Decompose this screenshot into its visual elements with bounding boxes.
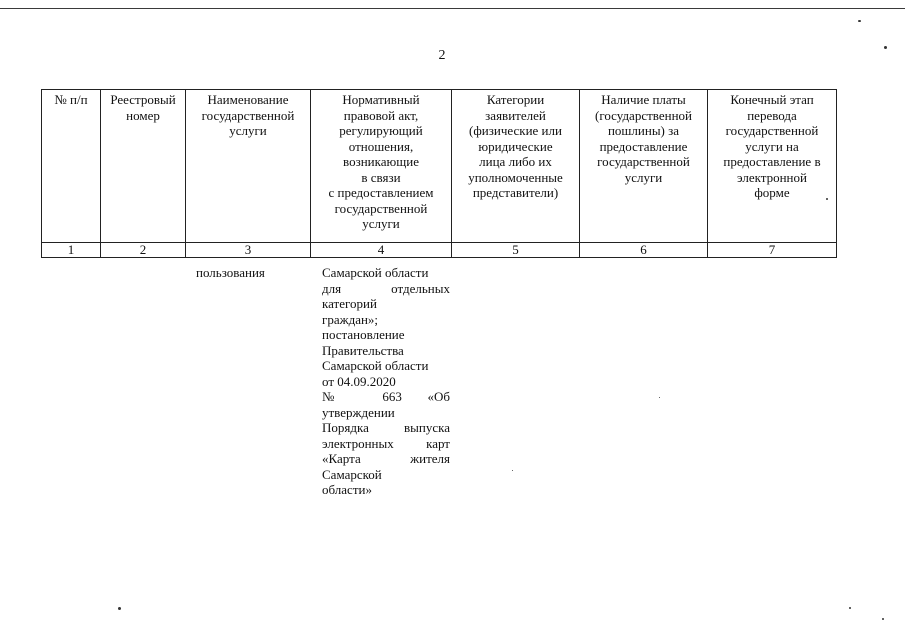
column-number: 7 xyxy=(708,243,837,258)
legal-act-line: области» xyxy=(322,482,372,497)
scan-speck xyxy=(118,607,121,610)
legal-act-line: № 663 «Об xyxy=(322,389,450,404)
header-label-applicants: Категории заявителей (физические или юридические лица либо их уполномоченные представители) xyxy=(468,92,563,200)
header-cell xyxy=(311,90,452,243)
scan-speck xyxy=(659,397,660,398)
column-number: 3 xyxy=(186,243,311,258)
legal-act-line: Самарской области xyxy=(322,358,429,373)
column-number: 1 xyxy=(42,243,101,258)
scan-speck xyxy=(858,20,861,22)
legal-act-line: «Карта жителя xyxy=(322,451,450,466)
legal-act-line: категорий xyxy=(322,296,377,311)
scan-edge-line xyxy=(0,8,905,9)
header-cell xyxy=(101,90,186,243)
header-cell xyxy=(708,90,837,243)
legal-act-line: для отдельных xyxy=(322,280,450,296)
header-label-registry: Реестровый номер xyxy=(110,92,176,123)
continuation-legal-act xyxy=(322,265,450,498)
header-label-legal-act: Нормативный правовой акт, регулирующий отношения, возникающие в связи с предоставлением государственной услуги xyxy=(328,92,434,231)
legal-act-line: электронных карт xyxy=(322,435,450,451)
column-number: 5 xyxy=(452,243,580,258)
header-label-final-stage: Конечный этап перевода государственной услуги на предоставление в электронной форме xyxy=(723,92,821,200)
page-number: 2 xyxy=(438,48,446,63)
header-cell xyxy=(580,90,708,243)
header-label-fee: Наличие платы (государственной пошлины) за предоставление государственной услуги xyxy=(595,92,692,185)
header-label-number: № п/п xyxy=(54,92,88,107)
column-number: 2 xyxy=(101,243,186,258)
column-number: 6 xyxy=(580,243,708,258)
continuation-service-name: пользования xyxy=(196,265,265,280)
header-label-service-name: Наименование государственной услуги xyxy=(201,92,295,138)
legal-act-line: Самарской xyxy=(322,466,382,482)
column-number: 4 xyxy=(311,243,452,258)
column-number-row xyxy=(42,243,837,258)
header-cell xyxy=(452,90,580,243)
scan-speck xyxy=(882,618,884,620)
legal-act-line: от 04.09.2020 xyxy=(322,373,396,389)
header-cell xyxy=(186,90,311,243)
scan-speck xyxy=(884,46,887,49)
legal-act-line: Самарской области xyxy=(322,265,429,280)
header-cell xyxy=(42,90,101,243)
header-row xyxy=(42,90,837,243)
legal-act-line: граждан»; xyxy=(322,311,379,327)
legal-act-line: Правительства xyxy=(322,342,404,358)
scan-speck xyxy=(849,607,851,609)
legal-act-line: постановление xyxy=(322,327,405,342)
services-table xyxy=(41,89,837,258)
scan-speck xyxy=(512,470,513,471)
legal-act-line: Порядка выпуска xyxy=(322,420,450,435)
legal-act-line: утверждении xyxy=(322,404,395,420)
